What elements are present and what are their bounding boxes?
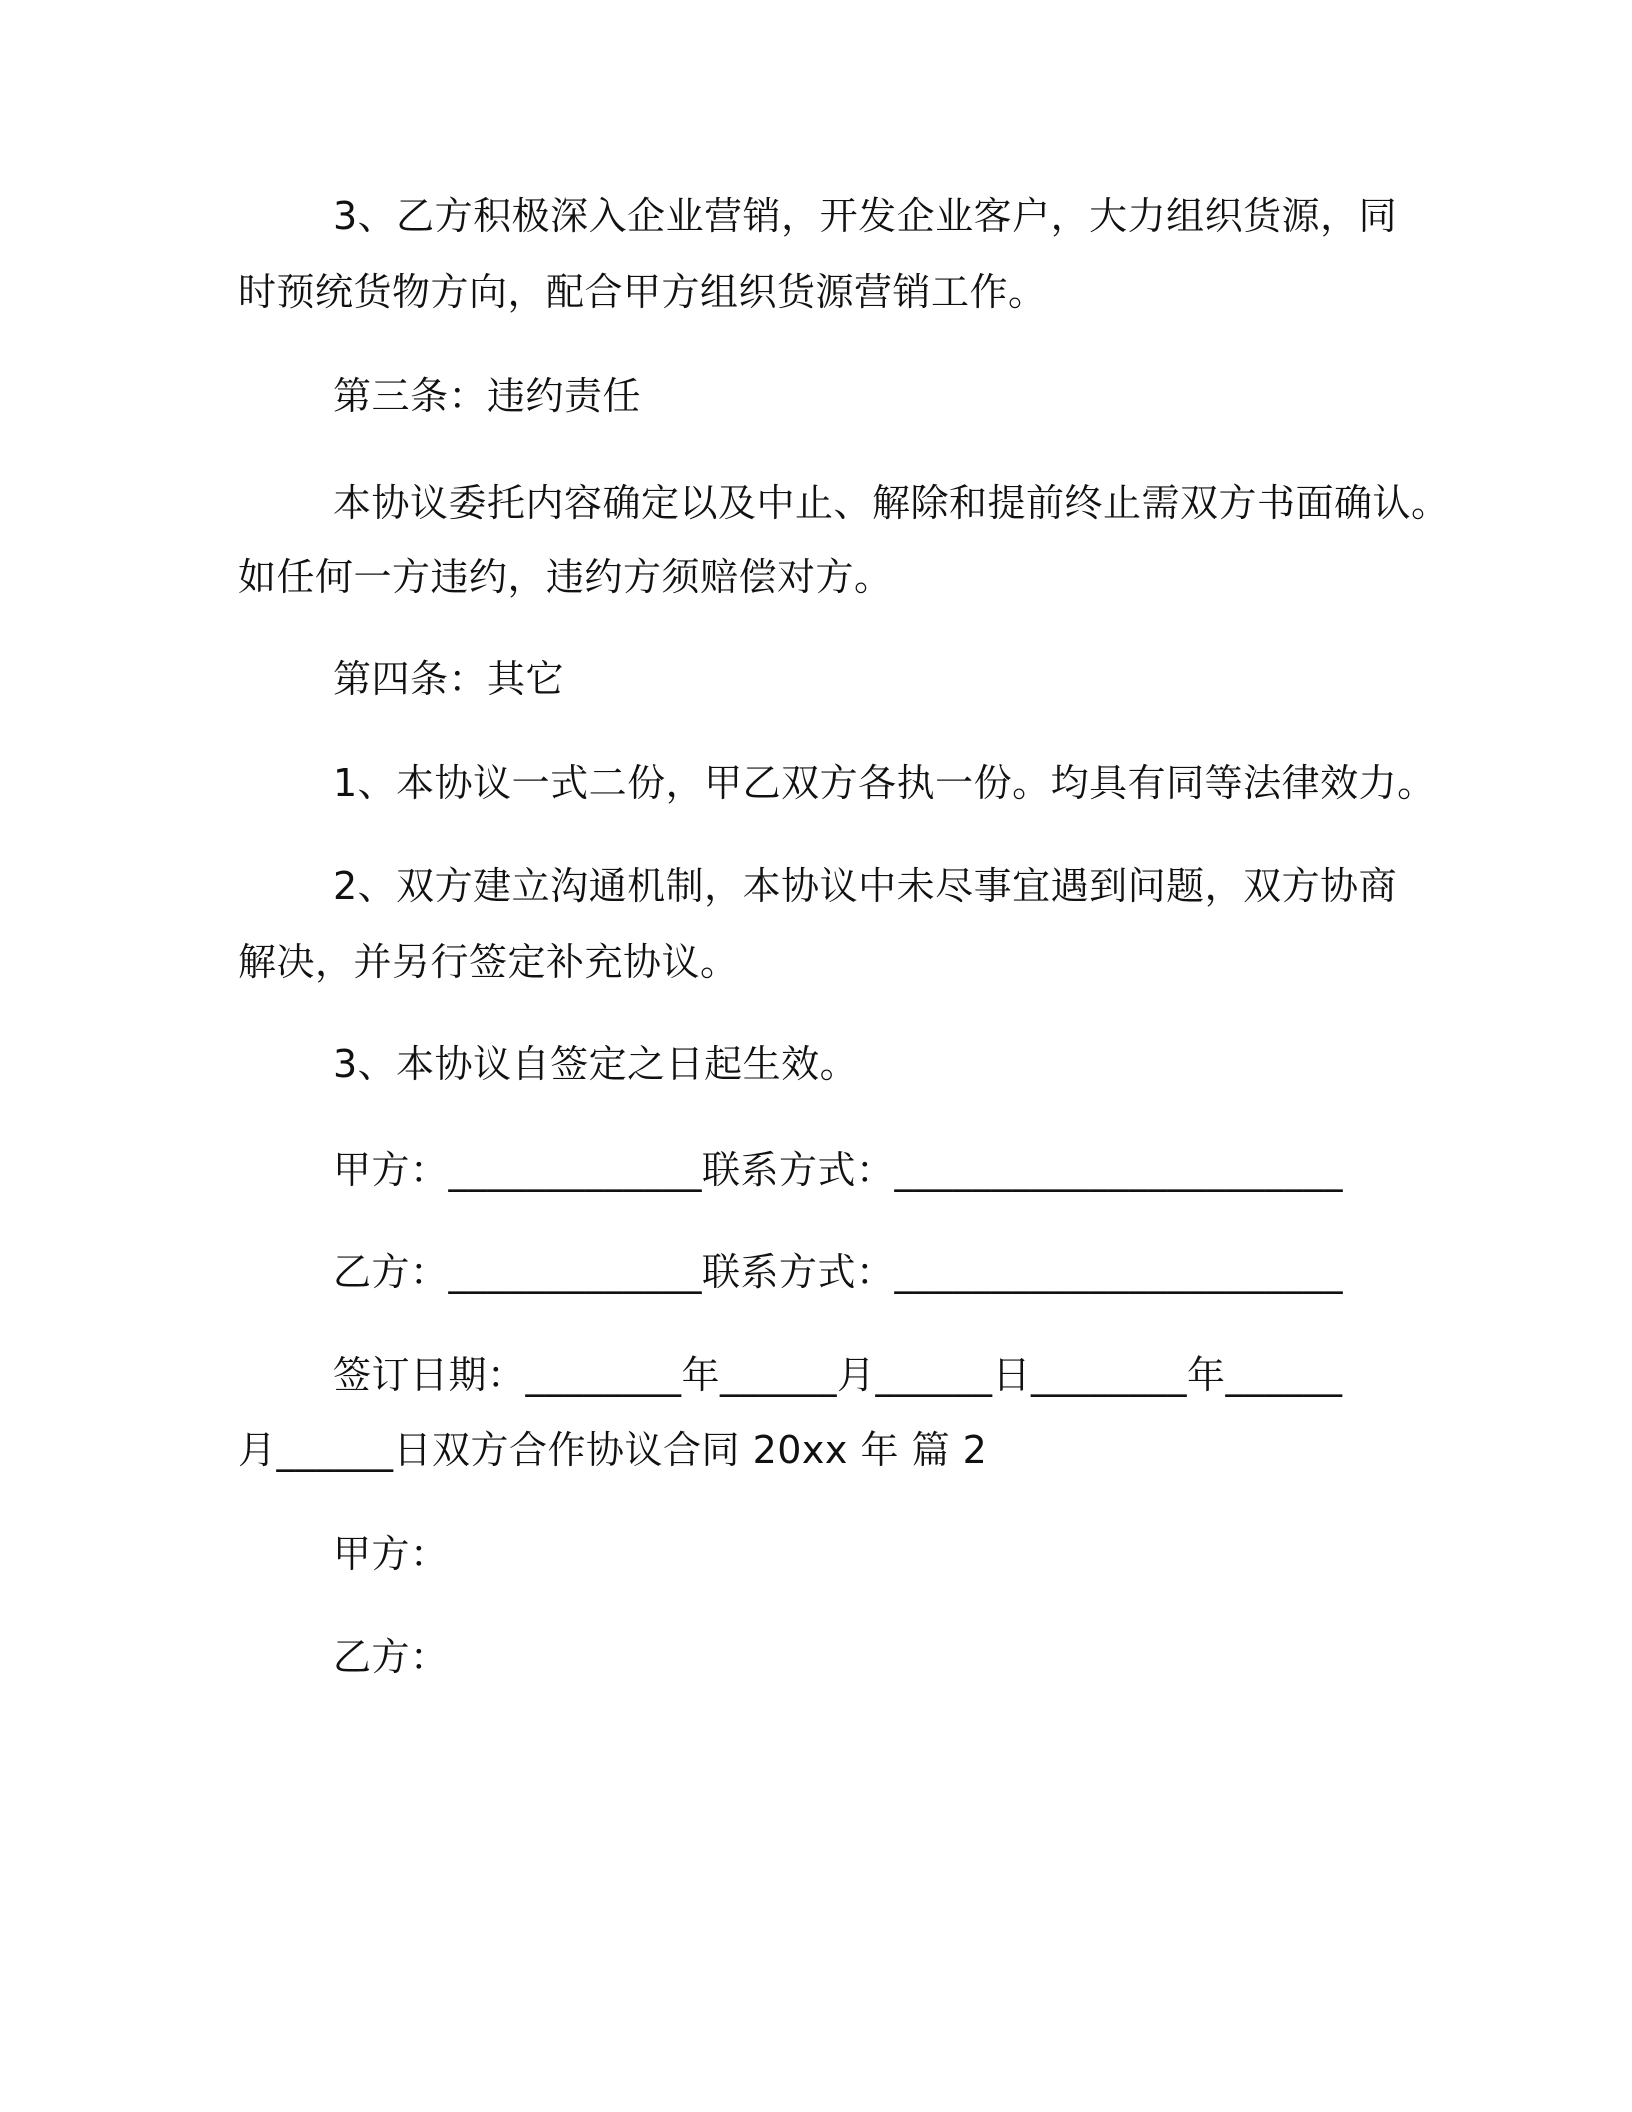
clause-3-line-2: 时预统货物方向，配合甲方组织货源营销工作。 (238, 270, 1047, 314)
party-a-label: 甲方： (333, 1532, 449, 1576)
clause-3-line-1: 3、乙方积极深入企业营销，开发企业客户，大力组织货源，同 (333, 194, 1398, 238)
other-clause-2-line-1: 2、双方建立沟通机制，本协议中未尽事宜遇到问题，双方协商 (333, 864, 1398, 908)
party-a-signature-line: 甲方：_____________联系方式：_______________________ (333, 1148, 1344, 1192)
breach-clause-line-1: 本协议委托内容确定以及中止、解除和提前终止需双方书面确认。 (333, 481, 1450, 525)
article-3-heading: 第三条：违约责任 (333, 374, 642, 418)
breach-clause-line-2: 如任何一方违约，违约方须赔偿对方。 (238, 555, 893, 599)
article-4-heading: 第四条：其它 (333, 657, 565, 701)
party-b-label: 乙方： (333, 1635, 449, 1679)
party-b-signature-line: 乙方：_____________联系方式：_______________________ (333, 1250, 1344, 1294)
signing-date-line-1: 签订日期：________年______月______日________年______ (333, 1353, 1343, 1397)
signing-date-line-2: 月______日双方合作协议合同 20xx 年 篇 2 (238, 1428, 988, 1472)
other-clause-2-line-2: 解决，并另行签定补充协议。 (238, 940, 739, 984)
other-clause-1: 1、本协议一式二份，甲乙双方各执一份。均具有同等法律效力。 (333, 761, 1436, 805)
other-clause-3: 3、本协议自签定之日起生效。 (333, 1042, 859, 1086)
